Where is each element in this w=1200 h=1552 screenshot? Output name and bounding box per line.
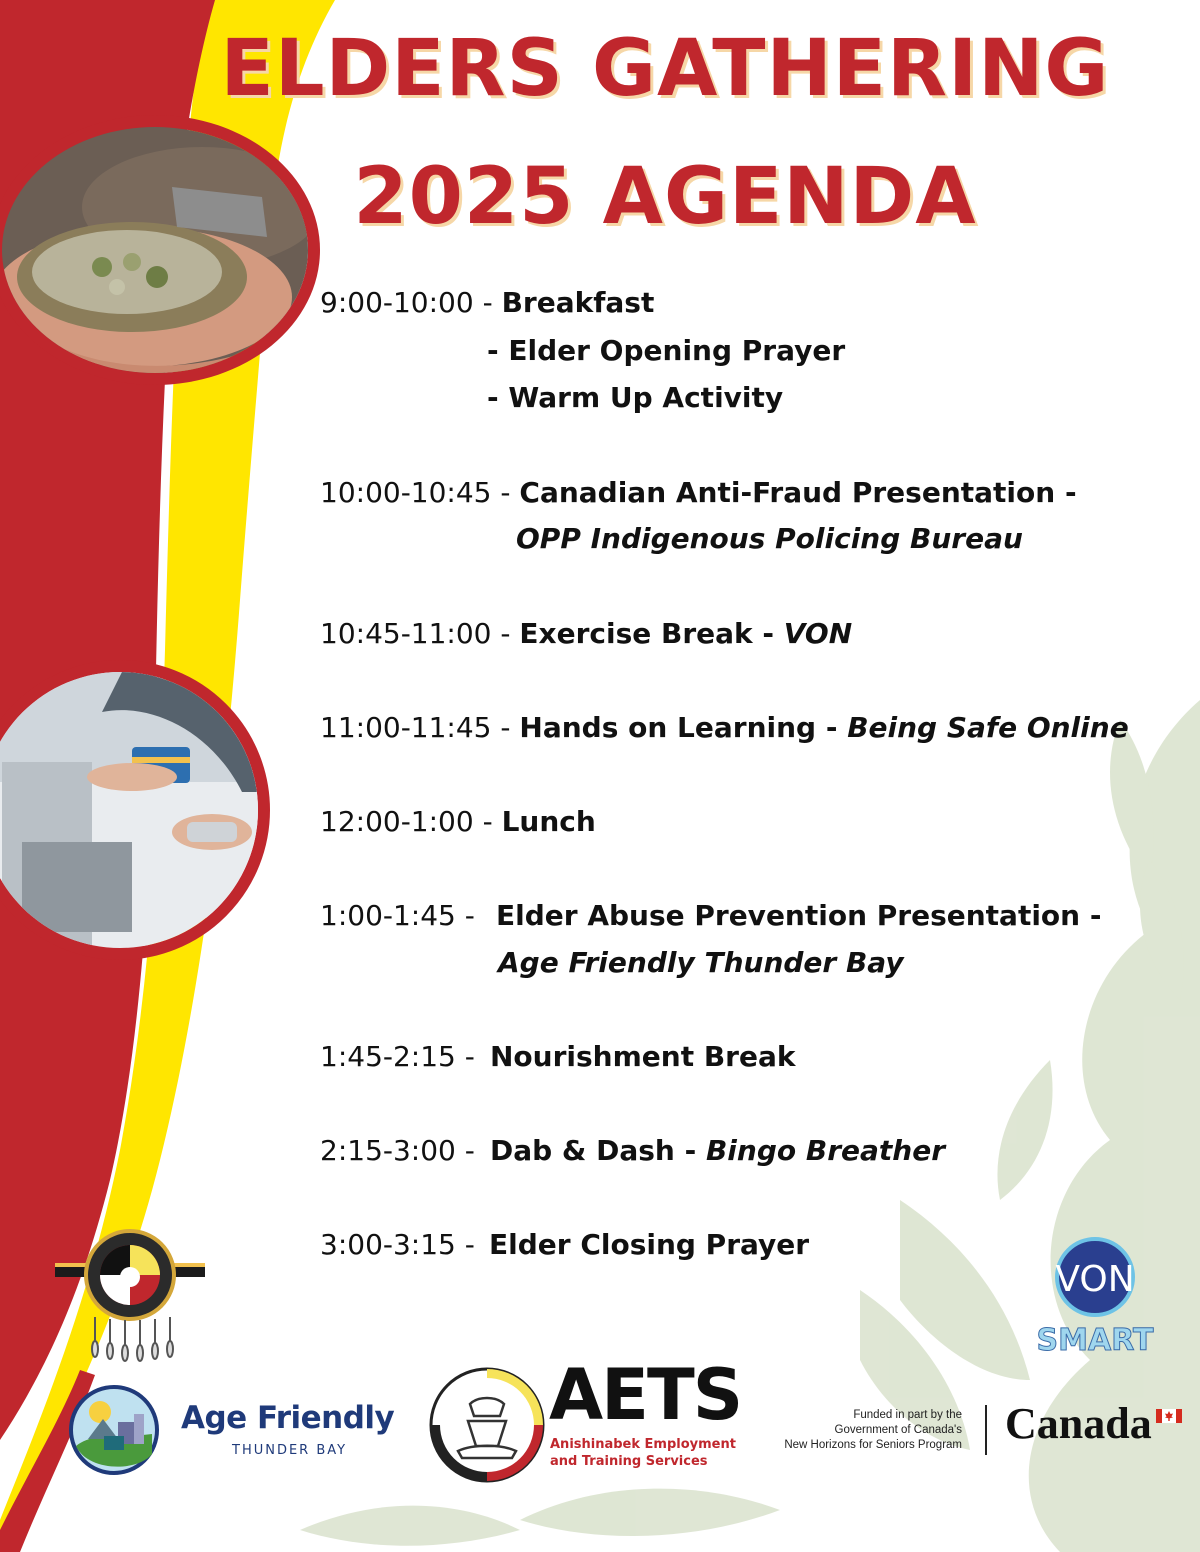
- agenda-presenter: OPP Indigenous Policing Bureau: [516, 522, 1023, 555]
- funding-line-3: New Horizons for Seniors Program: [784, 1439, 962, 1451]
- agenda-time: 12:00-1:00 -: [320, 805, 502, 838]
- agenda-item-hands-on-learning: [320, 711, 1129, 745]
- von-logo-text: VON: [1055, 1259, 1135, 1300]
- agenda-activity: Nourishment Break: [490, 1040, 796, 1073]
- agenda-time: 10:00-10:45 -: [320, 476, 520, 509]
- funding-line-1: Funded in part by the: [853, 1409, 962, 1421]
- agenda-activity: Hands on Learning -: [519, 711, 848, 744]
- age-friendly-logo-subtitle: THUNDER BAY: [232, 1443, 348, 1458]
- agenda-activity: Exercise Break -: [519, 617, 784, 650]
- agenda-item-breakfast: [320, 286, 654, 320]
- agenda-item-elder-abuse: [320, 899, 1101, 933]
- von-smart-logo: [1020, 1235, 1170, 1360]
- agenda-presenter: Being Safe Online: [847, 711, 1129, 744]
- agenda-activity: Canadian Anti-Fraud Presentation -: [519, 476, 1077, 509]
- opp-indigenous-policing-seal-logo: [55, 1225, 205, 1365]
- agenda-item-anti-fraud-presenter: [516, 522, 1023, 556]
- agenda-item-lunch: [320, 805, 596, 839]
- agenda-activity: - Elder Opening Prayer: [487, 334, 846, 367]
- agenda-activity: - Warm Up Activity: [487, 381, 784, 414]
- page-title-line-1: ELDERS GATHERING: [220, 24, 1110, 114]
- canada-flag-icon: [1156, 1409, 1182, 1423]
- agenda-time: 9:00-10:00 -: [320, 286, 502, 319]
- aets-logo-name: AETS: [549, 1354, 742, 1436]
- agenda-item-nourishment-break: [320, 1040, 796, 1074]
- agenda-item-opening-prayer: [487, 334, 845, 368]
- agenda-item-elder-abuse-presenter: [498, 946, 904, 980]
- agenda-item-dab-dash: [320, 1134, 945, 1168]
- agenda-activity: Lunch: [501, 805, 596, 838]
- agenda-item-closing-prayer: [320, 1228, 809, 1262]
- agenda-time: 11:00-11:45 -: [320, 711, 520, 744]
- agenda-activity: Breakfast: [501, 286, 655, 319]
- agenda-item-anti-fraud: [320, 476, 1077, 510]
- funding-line-2: Government of Canada's: [834, 1424, 962, 1436]
- agenda-time: 3:00-3:15 -: [320, 1228, 475, 1261]
- funding-acknowledgement: [700, 1408, 962, 1453]
- agenda-presenter: VON: [783, 617, 853, 650]
- aets-logo-subtitle-line-1: Anishinabek Employment: [550, 1437, 736, 1452]
- photo-sage-smudge: [0, 115, 320, 385]
- funding-divider: [985, 1405, 987, 1455]
- aets-logo-subtitle-line-2: and Training Services: [550, 1454, 708, 1469]
- agenda-activity: Elder Abuse Prevention Presentation -: [496, 899, 1102, 932]
- agenda-time: 10:45-11:00 -: [320, 617, 520, 650]
- agenda-time: 1:45-2:15 -: [320, 1040, 475, 1073]
- agenda-time: 1:00-1:45 -: [320, 899, 475, 932]
- agenda-presenter: Bingo Breather: [705, 1134, 946, 1167]
- canada-wordmark: Canada: [1005, 1399, 1152, 1448]
- agenda-activity: Elder Closing Prayer: [489, 1228, 810, 1261]
- aets-medicine-wheel-emblem-icon: [428, 1366, 546, 1484]
- age-friendly-emblem-icon: [68, 1384, 160, 1476]
- agenda-time: 2:15-3:00 -: [320, 1134, 475, 1167]
- agenda-item-warm-up: [487, 381, 783, 415]
- age-friendly-logo-name: Age Friendly: [181, 1400, 395, 1436]
- agenda-activity: Dab & Dash -: [490, 1134, 706, 1167]
- agenda-item-exercise-break: [320, 617, 852, 651]
- smart-logo-text: SMART: [1036, 1323, 1154, 1358]
- agenda-presenter: Age Friendly Thunder Bay: [498, 946, 904, 979]
- page-title-line-2: 2025 AGENDA: [353, 152, 977, 242]
